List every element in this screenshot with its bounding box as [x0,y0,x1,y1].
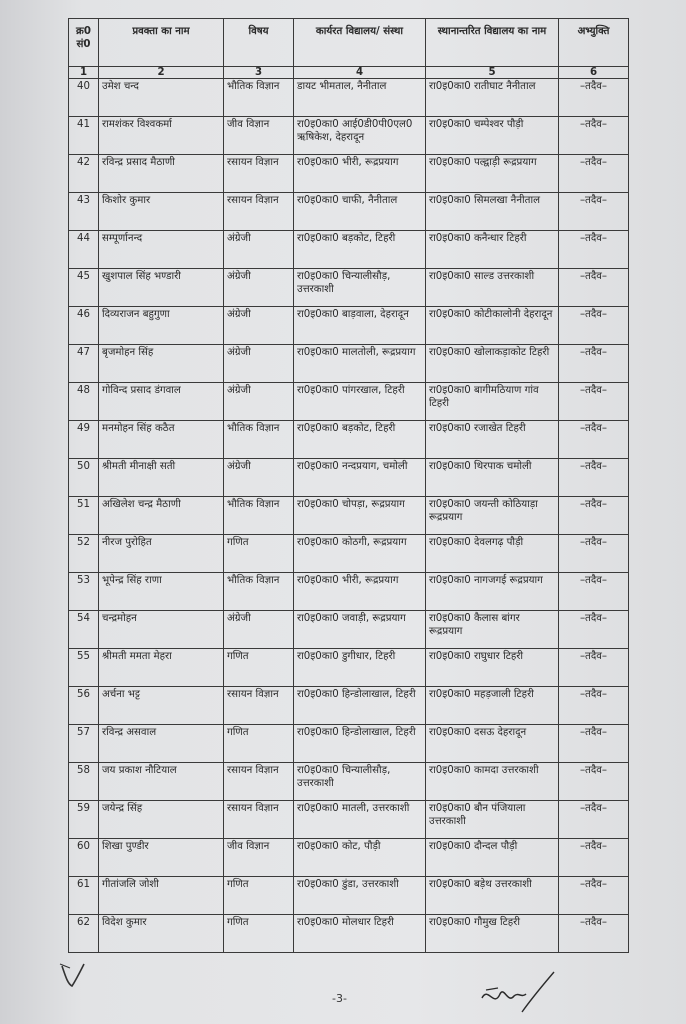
serial-number-cell: 40 [69,79,99,117]
teacher-name-cell: दिव्यराजन बहुगुणा [99,307,224,345]
teacher-name-cell: जयेन्द्र सिंह [99,801,224,839]
transfer-school-cell: रा0इ0का0 कनैन्धार टिहरी [426,231,559,269]
current-school-cell: रा0इ0का0 मोलधार टिहरी [294,915,426,953]
transfer-school-cell: रा0इ0का0 बौन पंजियाला उत्तरकाशी [426,801,559,839]
serial-number-cell: 59 [69,801,99,839]
subject-cell: अंग्रेजी [224,611,294,649]
table-row [69,839,629,877]
table-row [69,497,629,535]
subject-cell: अंग्रेजी [224,269,294,307]
serial-number-cell: 53 [69,573,99,611]
remark-cell: –तदैव– [559,307,629,345]
transfer-school-cell: रा0इ0का0 नागजगई रूद्रप्रयाग [426,573,559,611]
remark-cell: –तदैव– [559,231,629,269]
table-row [69,345,629,383]
transfer-school-cell: रा0इ0का0 खोलाकड़ाकोट टिहरी [426,345,559,383]
teacher-name-cell: किशोर कुमार [99,193,224,231]
remark-cell: –तदैव– [559,839,629,877]
table-row [69,79,629,117]
current-school-cell: डायट भीमताल, नैनीताल [294,79,426,117]
initials-mark [58,960,88,990]
current-school-cell: रा0इ0का0 डुगीधार, टिहरी [294,649,426,687]
subject-cell: जीव विज्ञान [224,117,294,155]
header-subject: विषय [224,19,294,67]
subject-cell: गणित [224,535,294,573]
table-row [69,611,629,649]
teacher-name-cell: गीतांजलि जोशी [99,877,224,915]
remark-cell: –तदैव– [559,79,629,117]
serial-number-cell: 46 [69,307,99,345]
remark-cell: –तदैव– [559,459,629,497]
serial-number-cell: 56 [69,687,99,725]
transfer-school-cell: रा0इ0का0 बड़ेथ उत्तरकाशी [426,877,559,915]
subject-cell: अंग्रेजी [224,383,294,421]
remark-cell: –तदैव– [559,649,629,687]
teacher-name-cell: रामशंकर विश्वकर्मा [99,117,224,155]
table-row [69,383,629,421]
serial-number-cell: 42 [69,155,99,193]
subject-cell: रसायन विज्ञान [224,801,294,839]
header-row [69,19,629,67]
serial-number-cell: 62 [69,915,99,953]
column-number-row [69,67,629,79]
table-row [69,535,629,573]
column-number: 4 [294,67,426,79]
serial-number-cell: 60 [69,839,99,877]
table-row [69,421,629,459]
signature [478,968,558,1018]
transfer-school-cell: रा0इ0का0 दौन्दल पौड़ी [426,839,559,877]
serial-number-cell: 51 [69,497,99,535]
teacher-name-cell: अर्चना भट्ट [99,687,224,725]
teacher-name-cell: श्रीमती ममता मेहरा [99,649,224,687]
table-row [69,573,629,611]
table-row [69,269,629,307]
remark-cell: –तदैव– [559,497,629,535]
table-row [69,801,629,839]
current-school-cell: रा0इ0का0 चाफी, नैनीताल [294,193,426,231]
current-school-cell: रा0इ0का0 हिन्डोलाखाल, टिहरी [294,687,426,725]
current-school-cell: रा0इ0का0 भीरी, रूद्रप्रयाग [294,155,426,193]
column-number: 1 [69,67,99,79]
table-row [69,763,629,801]
current-school-cell: रा0इ0का0 भीरी, रूद्रप्रयाग [294,573,426,611]
serial-number-cell: 57 [69,725,99,763]
subject-cell: रसायन विज्ञान [224,193,294,231]
current-school-cell: रा0इ0का0 हिन्डोलाखाल, टिहरी [294,725,426,763]
header-sn: क्र0 सं0 [69,19,99,67]
remark-cell: –तदैव– [559,155,629,193]
current-school-cell: रा0इ0का0 आई0डी0पी0एल0 ऋषिकेश, देहरादून [294,117,426,155]
serial-number-cell: 55 [69,649,99,687]
remark-cell: –तदैव– [559,877,629,915]
serial-number-cell: 41 [69,117,99,155]
current-school-cell: रा0इ0का0 बड़कोट, टिहरी [294,421,426,459]
subject-cell: रसायन विज्ञान [224,687,294,725]
subject-cell: भौतिक विज्ञान [224,497,294,535]
transfer-school-cell: रा0इ0का0 दसऊ देहरादून [426,725,559,763]
remark-cell: –तदैव– [559,345,629,383]
current-school-cell: रा0इ0का0 पांगरखाल, टिहरी [294,383,426,421]
table-row [69,649,629,687]
subject-cell: भौतिक विज्ञान [224,573,294,611]
serial-number-cell: 47 [69,345,99,383]
table-row [69,231,629,269]
remark-cell: –तदैव– [559,915,629,953]
subject-cell: गणित [224,877,294,915]
remark-cell: –तदैव– [559,573,629,611]
transfer-school-cell: रा0इ0का0 देवलगढ़ पौड़ी [426,535,559,573]
page-number: -3- [332,992,347,1005]
table-row [69,155,629,193]
transfer-school-cell: रा0इ0का0 जयन्ती कोठियाड़ा रूद्रप्रयाग [426,497,559,535]
current-school-cell: रा0इ0का0 कोट, पौड़ी [294,839,426,877]
transfer-school-cell: रा0इ0का0 गौमुख टिहरी [426,915,559,953]
serial-number-cell: 61 [69,877,99,915]
subject-cell: रसायन विज्ञान [224,763,294,801]
transfer-school-cell: रा0इ0का0 साल्ड उत्तरकाशी [426,269,559,307]
remark-cell: –तदैव– [559,801,629,839]
serial-number-cell: 49 [69,421,99,459]
column-number: 2 [99,67,224,79]
serial-number-cell: 45 [69,269,99,307]
transfer-school-cell: रा0इ0का0 चम्पेश्वर पौड़ी [426,117,559,155]
serial-number-cell: 58 [69,763,99,801]
teacher-name-cell: गोविन्द प्रसाद डंगवाल [99,383,224,421]
teacher-name-cell: खुशपाल सिंह भण्डारी [99,269,224,307]
teacher-name-cell: विदेश कुमार [99,915,224,953]
teacher-name-cell: उमेश चन्द [99,79,224,117]
current-school-cell: रा0इ0का0 चिन्यालीसौड़, उत्तरकाशी [294,269,426,307]
remark-cell: –तदैव– [559,383,629,421]
table-row [69,687,629,725]
header-current-school: कार्यरत विद्यालय/ संस्था [294,19,426,67]
current-school-cell: रा0इ0का0 डुंडा, उत्तरकाशी [294,877,426,915]
serial-number-cell: 44 [69,231,99,269]
teacher-name-cell: शिखा पुण्डीर [99,839,224,877]
transfer-school-cell: रा0इ0का0 राघुधार टिहरी [426,649,559,687]
transfer-school-cell: रा0इ0का0 थिरपाक चमोली [426,459,559,497]
table-row [69,117,629,155]
serial-number-cell: 43 [69,193,99,231]
remark-cell: –तदैव– [559,421,629,459]
subject-cell: भौतिक विज्ञान [224,421,294,459]
remark-cell: –तदैव– [559,763,629,801]
remark-cell: –तदैव– [559,193,629,231]
table-row [69,725,629,763]
subject-cell: अंग्रेजी [224,345,294,383]
teacher-name-cell: भूपेन्द्र सिंह राणा [99,573,224,611]
remark-cell: –तदैव– [559,269,629,307]
table-body [69,79,629,953]
transfer-school-cell: रा0इ0का0 बागीमठियाण गांव टिहरी [426,383,559,421]
current-school-cell: रा0इ0का0 कोठगी, रूद्रप्रयाग [294,535,426,573]
subject-cell: रसायन विज्ञान [224,155,294,193]
transfer-school-cell: रा0इ0का0 रजाखेत टिहरी [426,421,559,459]
current-school-cell: रा0इ0का0 बड़कोट, टिहरी [294,231,426,269]
subject-cell: जीव विज्ञान [224,839,294,877]
header-remark: अभ्युक्ति [559,19,629,67]
header-transfer-school: स्थानान्तरित विद्यालय का नाम [426,19,559,67]
current-school-cell: रा0इ0का0 मातली, उत्तरकाशी [294,801,426,839]
table-row [69,459,629,497]
table-row [69,307,629,345]
table-row [69,193,629,231]
transfer-school-cell: रा0इ0का0 कामदा उत्तरकाशी [426,763,559,801]
serial-number-cell: 54 [69,611,99,649]
serial-number-cell: 50 [69,459,99,497]
table-row [69,915,629,953]
teacher-name-cell: अखिलेश चन्द्र मैठाणी [99,497,224,535]
column-number: 5 [426,67,559,79]
teacher-name-cell: जय प्रकाश नौटियाल [99,763,224,801]
teacher-name-cell: सम्पूर्णानन्द [99,231,224,269]
current-school-cell: रा0इ0का0 जवाड़ी, रूद्रप्रयाग [294,611,426,649]
teacher-name-cell: श्रीमती मीनाक्षी सती [99,459,224,497]
table-row [69,877,629,915]
teacher-name-cell: रविन्द्र असवाल [99,725,224,763]
subject-cell: अंग्रेजी [224,307,294,345]
remark-cell: –तदैव– [559,535,629,573]
teacher-name-cell: बृजमोहन सिंह [99,345,224,383]
current-school-cell: रा0इ0का0 नन्दप्रयाग, चमोली [294,459,426,497]
teacher-name-cell: नीरज पुरोहित [99,535,224,573]
current-school-cell: रा0इ0का0 बाड़वाला, देहरादून [294,307,426,345]
subject-cell: गणित [224,725,294,763]
transfer-school-cell: रा0इ0का0 कोटीकालोनी देहरादून [426,307,559,345]
current-school-cell: रा0इ0का0 चोपड़ा, रूद्रप्रयाग [294,497,426,535]
subject-cell: गणित [224,649,294,687]
transfer-school-cell: रा0इ0का0 महड़जाली टिहरी [426,687,559,725]
subject-cell: भौतिक विज्ञान [224,79,294,117]
column-number: 3 [224,67,294,79]
subject-cell: गणित [224,915,294,953]
teacher-name-cell: चन्द्रमोहन [99,611,224,649]
header-name: प्रवक्ता का नाम [99,19,224,67]
column-number: 6 [559,67,629,79]
transfer-table [68,18,629,953]
remark-cell: –तदैव– [559,611,629,649]
serial-number-cell: 48 [69,383,99,421]
serial-number-cell: 52 [69,535,99,573]
current-school-cell: रा0इ0का0 मालतोली, रूद्रप्रयाग [294,345,426,383]
teacher-name-cell: मनमोहन सिंह कठैत [99,421,224,459]
current-school-cell: रा0इ0का0 चिन्यालीसौड़, उत्तरकाशी [294,763,426,801]
remark-cell: –तदैव– [559,117,629,155]
transfer-school-cell: रा0इ0का0 रातीघाट नैनीताल [426,79,559,117]
remark-cell: –तदैव– [559,687,629,725]
subject-cell: अंग्रेजी [224,459,294,497]
remark-cell: –तदैव– [559,725,629,763]
subject-cell: अंग्रेजी [224,231,294,269]
transfer-school-cell: रा0इ0का0 पल्द्वाड़ी रूद्रप्रयाग [426,155,559,193]
teacher-name-cell: रविन्द्र प्रसाद मैठाणी [99,155,224,193]
transfer-school-cell: रा0इ0का0 सिमलखा नैनीताल [426,193,559,231]
transfer-school-cell: रा0इ0का0 कैलास बांगर रूद्रप्रयाग [426,611,559,649]
